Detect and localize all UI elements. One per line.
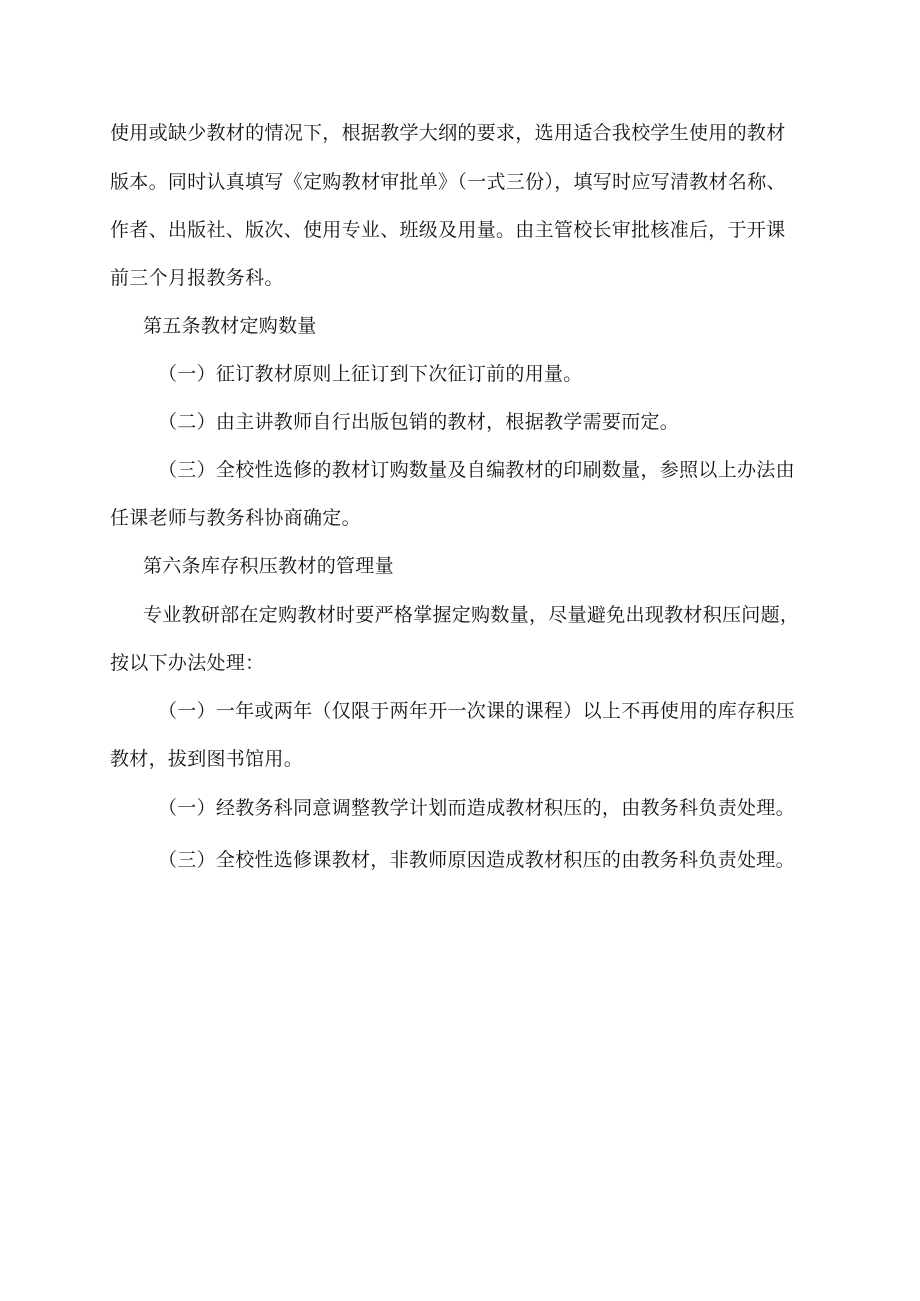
paragraph-line: （三）全校性选修的教材订购数量及自编教材的印刷数量，参照以上办法由 (158, 459, 795, 481)
paragraph-line: （一）经教务科同意调整教学计划而造成教材积压的，由教务科负责处理。 (158, 797, 795, 819)
section-heading: 第五条教材定购数量 (143, 315, 317, 337)
paragraph-line: （二）由主讲教师自行出版包销的教材，根据教学需要而定。 (158, 411, 680, 433)
paragraph-line: 按以下办法处理： (110, 652, 265, 674)
paragraph-line: （一）一年或两年（仅限于两年开一次课的课程）以上不再使用的库存积压 (158, 700, 795, 722)
paragraph-line: 作者、出版社、版次、使用专业、班级及用量。由主管校长审批核准后，于开课 (110, 219, 786, 241)
paragraph-line: 专业教研部在定购教材时要严格掌握定购数量，尽量避免出现教材积压问题， (143, 604, 800, 626)
paragraph-line: （一）征订教材原则上征订到下次征订前的用量。 (158, 363, 583, 385)
paragraph-line: 使用或缺少教材的情况下，根据教学大纲的要求，选用适合我校学生使用的教材 (110, 122, 786, 144)
paragraph-line: 教材，拔到图书馆用。 (110, 748, 304, 770)
paragraph-line: 任课老师与教务科协商确定。 (110, 507, 361, 529)
paragraph-line: 版本。同时认真填写《定购教材审批单》（一式三份），填写时应写清教材名称、 (110, 171, 786, 193)
section-heading: 第六条库存积压教材的管理量 (143, 555, 394, 577)
paragraph-line: （三）全校性选修课教材，非教师原因造成教材积压的由教务科负责处理。 (158, 849, 795, 871)
paragraph-line: 前三个月报教务科。 (110, 267, 284, 289)
